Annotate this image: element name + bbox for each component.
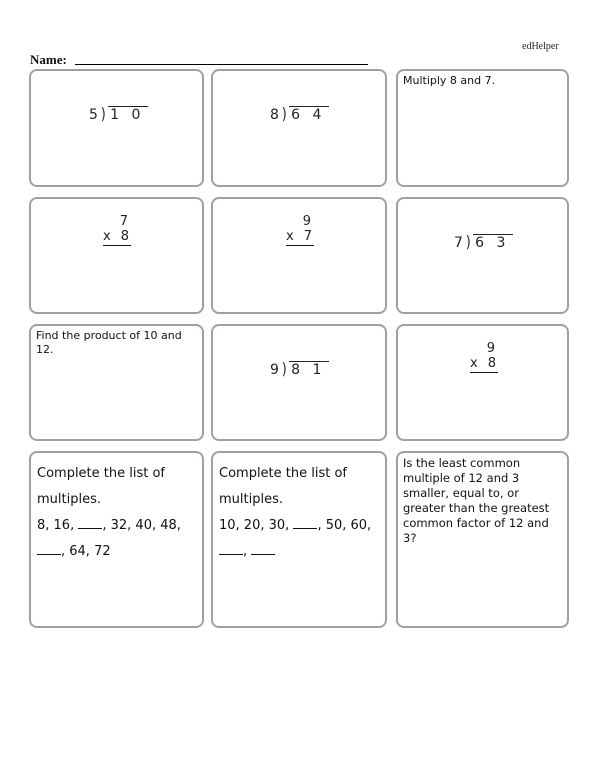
multiplication-problem <box>103 214 131 246</box>
sequence-line-1 <box>219 513 379 539</box>
multiplicand: 9 <box>486 341 495 356</box>
division-problem <box>89 104 148 123</box>
sequence-part: , <box>243 544 248 559</box>
brand-label: edHelper <box>522 41 559 52</box>
sequence-line-2 <box>37 539 196 565</box>
division-bracket-icon: ) <box>465 232 472 251</box>
division-bracket-icon: ) <box>281 359 288 378</box>
multiplier: 7 <box>303 229 312 244</box>
name-line[interactable] <box>75 64 368 65</box>
divisor: 5 <box>89 107 99 123</box>
dividend: 6 3 <box>473 234 513 251</box>
division-problem <box>270 104 329 123</box>
problem-box-9 <box>396 324 569 441</box>
multiplier: 8 <box>487 356 496 371</box>
divisor: 7 <box>454 235 464 251</box>
dividend: 8 1 <box>289 361 329 378</box>
name-label: Name: <box>30 52 67 67</box>
answer-blank[interactable] <box>37 544 61 555</box>
problem-box-10 <box>29 451 204 628</box>
times-sign: x <box>286 229 294 244</box>
multiplicand: 9 <box>302 214 311 229</box>
sequence-line-2 <box>219 539 379 565</box>
sequence-line-1 <box>37 513 196 539</box>
sequence-part: , 32, 40, 48, <box>102 518 181 533</box>
problem-box-4 <box>29 197 204 314</box>
dividend: 6 4 <box>289 106 329 123</box>
answer-blank[interactable] <box>251 544 275 555</box>
multiplier: 8 <box>120 229 129 244</box>
times-sign: x <box>470 356 478 371</box>
problem-box-6 <box>396 197 569 314</box>
division-problem <box>270 359 329 378</box>
instruction-line-1: Complete the list of <box>219 466 348 481</box>
divisor: 9 <box>270 362 280 378</box>
instruction-line-1: Complete the list of <box>37 466 166 481</box>
problem-box-11 <box>211 451 387 628</box>
problem-box-3 <box>396 69 569 187</box>
sequence-part: 10, 20, 30, <box>219 518 290 533</box>
problem-box-7 <box>29 324 204 441</box>
word-problem: Find the product of 10 and 12. <box>36 329 182 356</box>
problem-box-8 <box>211 324 387 441</box>
word-problem: Is the least common multiple of 12 and 3 smaller, equal to, or greater than the greatest common factor of 12 and 3? <box>403 456 550 545</box>
multiplicand: 7 <box>119 214 128 229</box>
answer-blank[interactable] <box>219 544 243 555</box>
sequence-part: 8, 16, <box>37 518 75 533</box>
division-problem <box>454 232 513 251</box>
division-bracket-icon: ) <box>281 104 288 123</box>
instruction-line-2: multiples. <box>219 492 283 507</box>
division-bracket-icon: ) <box>100 104 107 123</box>
answer-blank[interactable] <box>293 518 317 529</box>
sequence-part: , 50, 60, <box>317 518 372 533</box>
dividend: 1 0 <box>108 106 148 123</box>
multiplication-problem <box>286 214 314 246</box>
times-sign: x <box>103 229 111 244</box>
answer-blank[interactable] <box>78 518 102 529</box>
problem-box-5 <box>211 197 387 314</box>
divisor: 8 <box>270 107 280 123</box>
multiplication-problem <box>470 341 498 373</box>
sequence-part: , 64, 72 <box>61 544 111 559</box>
problem-box-12 <box>396 451 569 628</box>
instruction-line-2: multiples. <box>37 492 101 507</box>
word-problem: Multiply 8 and 7. <box>403 74 496 87</box>
problem-box-1 <box>29 69 204 187</box>
multiples-problem <box>219 461 379 565</box>
multiples-problem <box>37 461 196 565</box>
problem-box-2 <box>211 69 387 187</box>
